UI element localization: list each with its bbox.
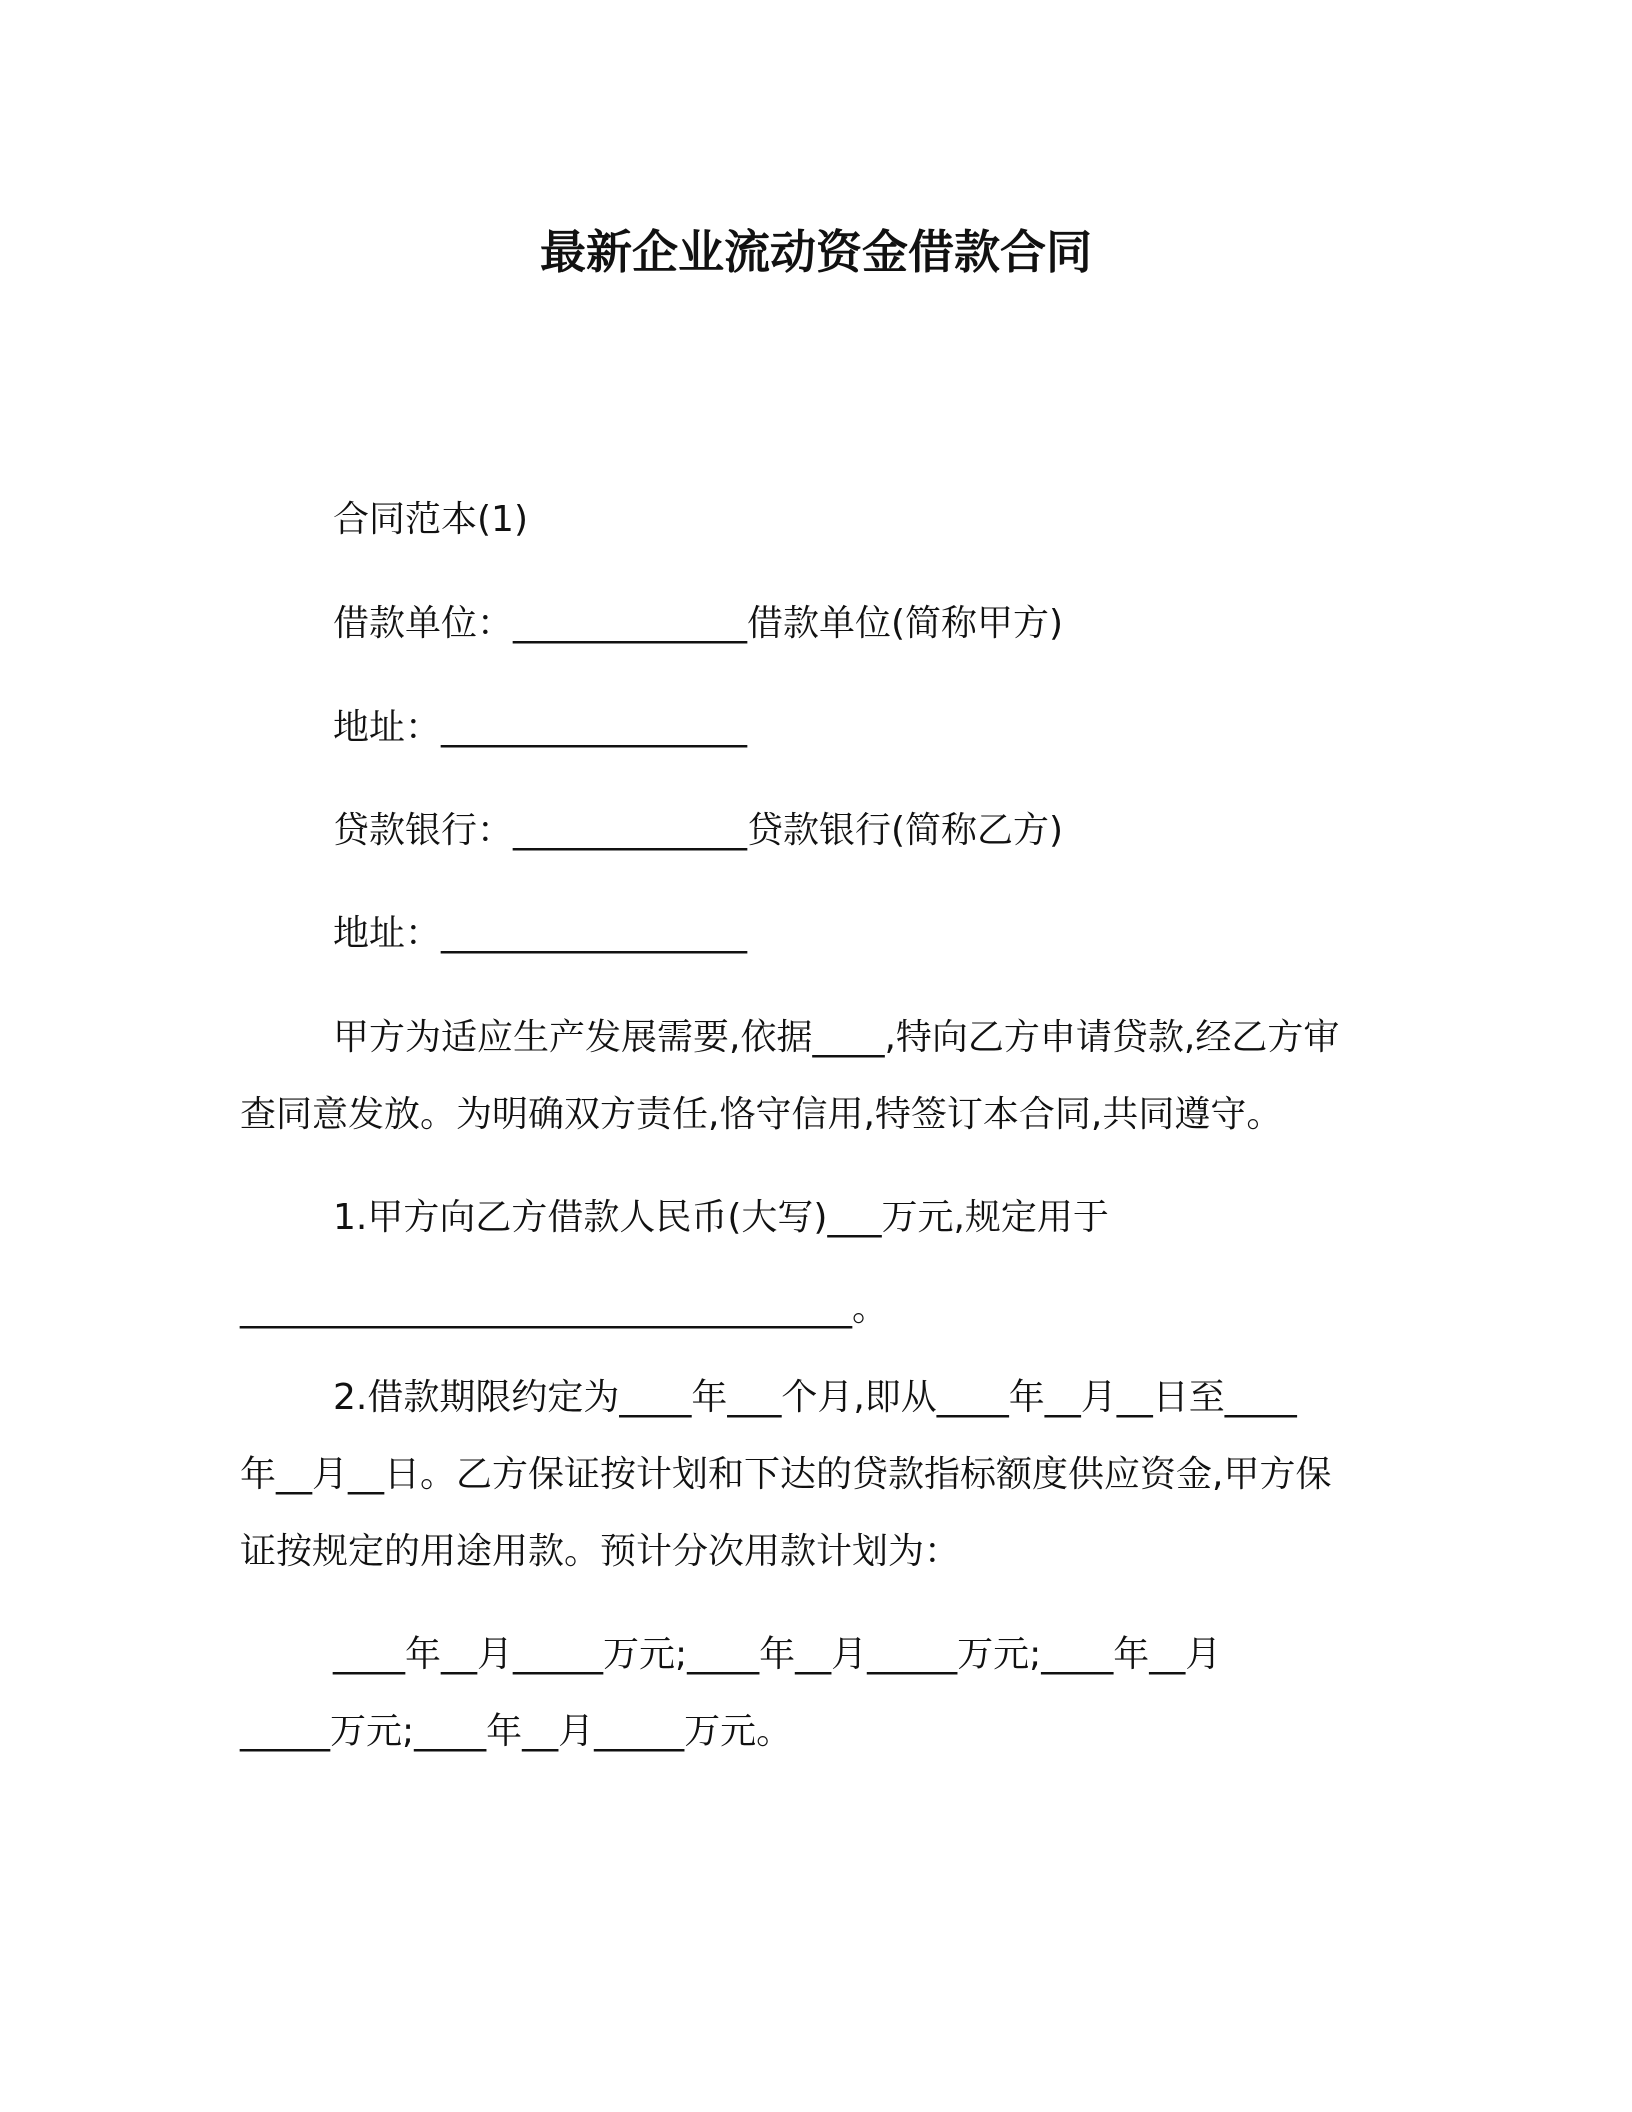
preamble-line-2: 查同意发放。为明确双方责任,恪守信用,特签订本合同,共同遵守。 bbox=[240, 1094, 1283, 1135]
clause-2-line-2: 年__月__日。乙方保证按计划和下达的贷款指标额度供应资金,甲方保 bbox=[240, 1454, 1332, 1495]
clause-1-line-1: 1.甲方向乙方借款人民币(大写)___万元,规定用于 bbox=[333, 1197, 1109, 1238]
schedule-line-1: ____年__月_____万元;____年__月_____万元;____年__月 bbox=[333, 1634, 1222, 1675]
preamble-line-1: 甲方为适应生产发展需要,依据____,特向乙方申请贷款,经乙方审 bbox=[333, 1017, 1340, 1058]
lender-address-field: 地址：_________________ bbox=[333, 913, 748, 954]
template-label: 合同范本(1) bbox=[333, 499, 528, 540]
clause-1-line-2: __________________________________。 bbox=[240, 1288, 888, 1329]
clause-2-line-1: 2.借款期限约定为____年___个月,即从____年__月__日至____ bbox=[333, 1377, 1297, 1418]
borrower-field: 借款单位：_____________借款单位(简称甲方) bbox=[333, 603, 1064, 644]
borrower-address-field: 地址：_________________ bbox=[333, 707, 748, 748]
document-title: 最新企业流动资金借款合同 bbox=[540, 225, 1092, 279]
lender-bank-field: 贷款银行：_____________贷款银行(简称乙方) bbox=[333, 810, 1064, 851]
clause-2-line-3: 证按规定的用途用款。预计分次用款计划为： bbox=[240, 1531, 961, 1572]
schedule-line-2: _____万元;____年__月_____万元。 bbox=[240, 1711, 793, 1752]
